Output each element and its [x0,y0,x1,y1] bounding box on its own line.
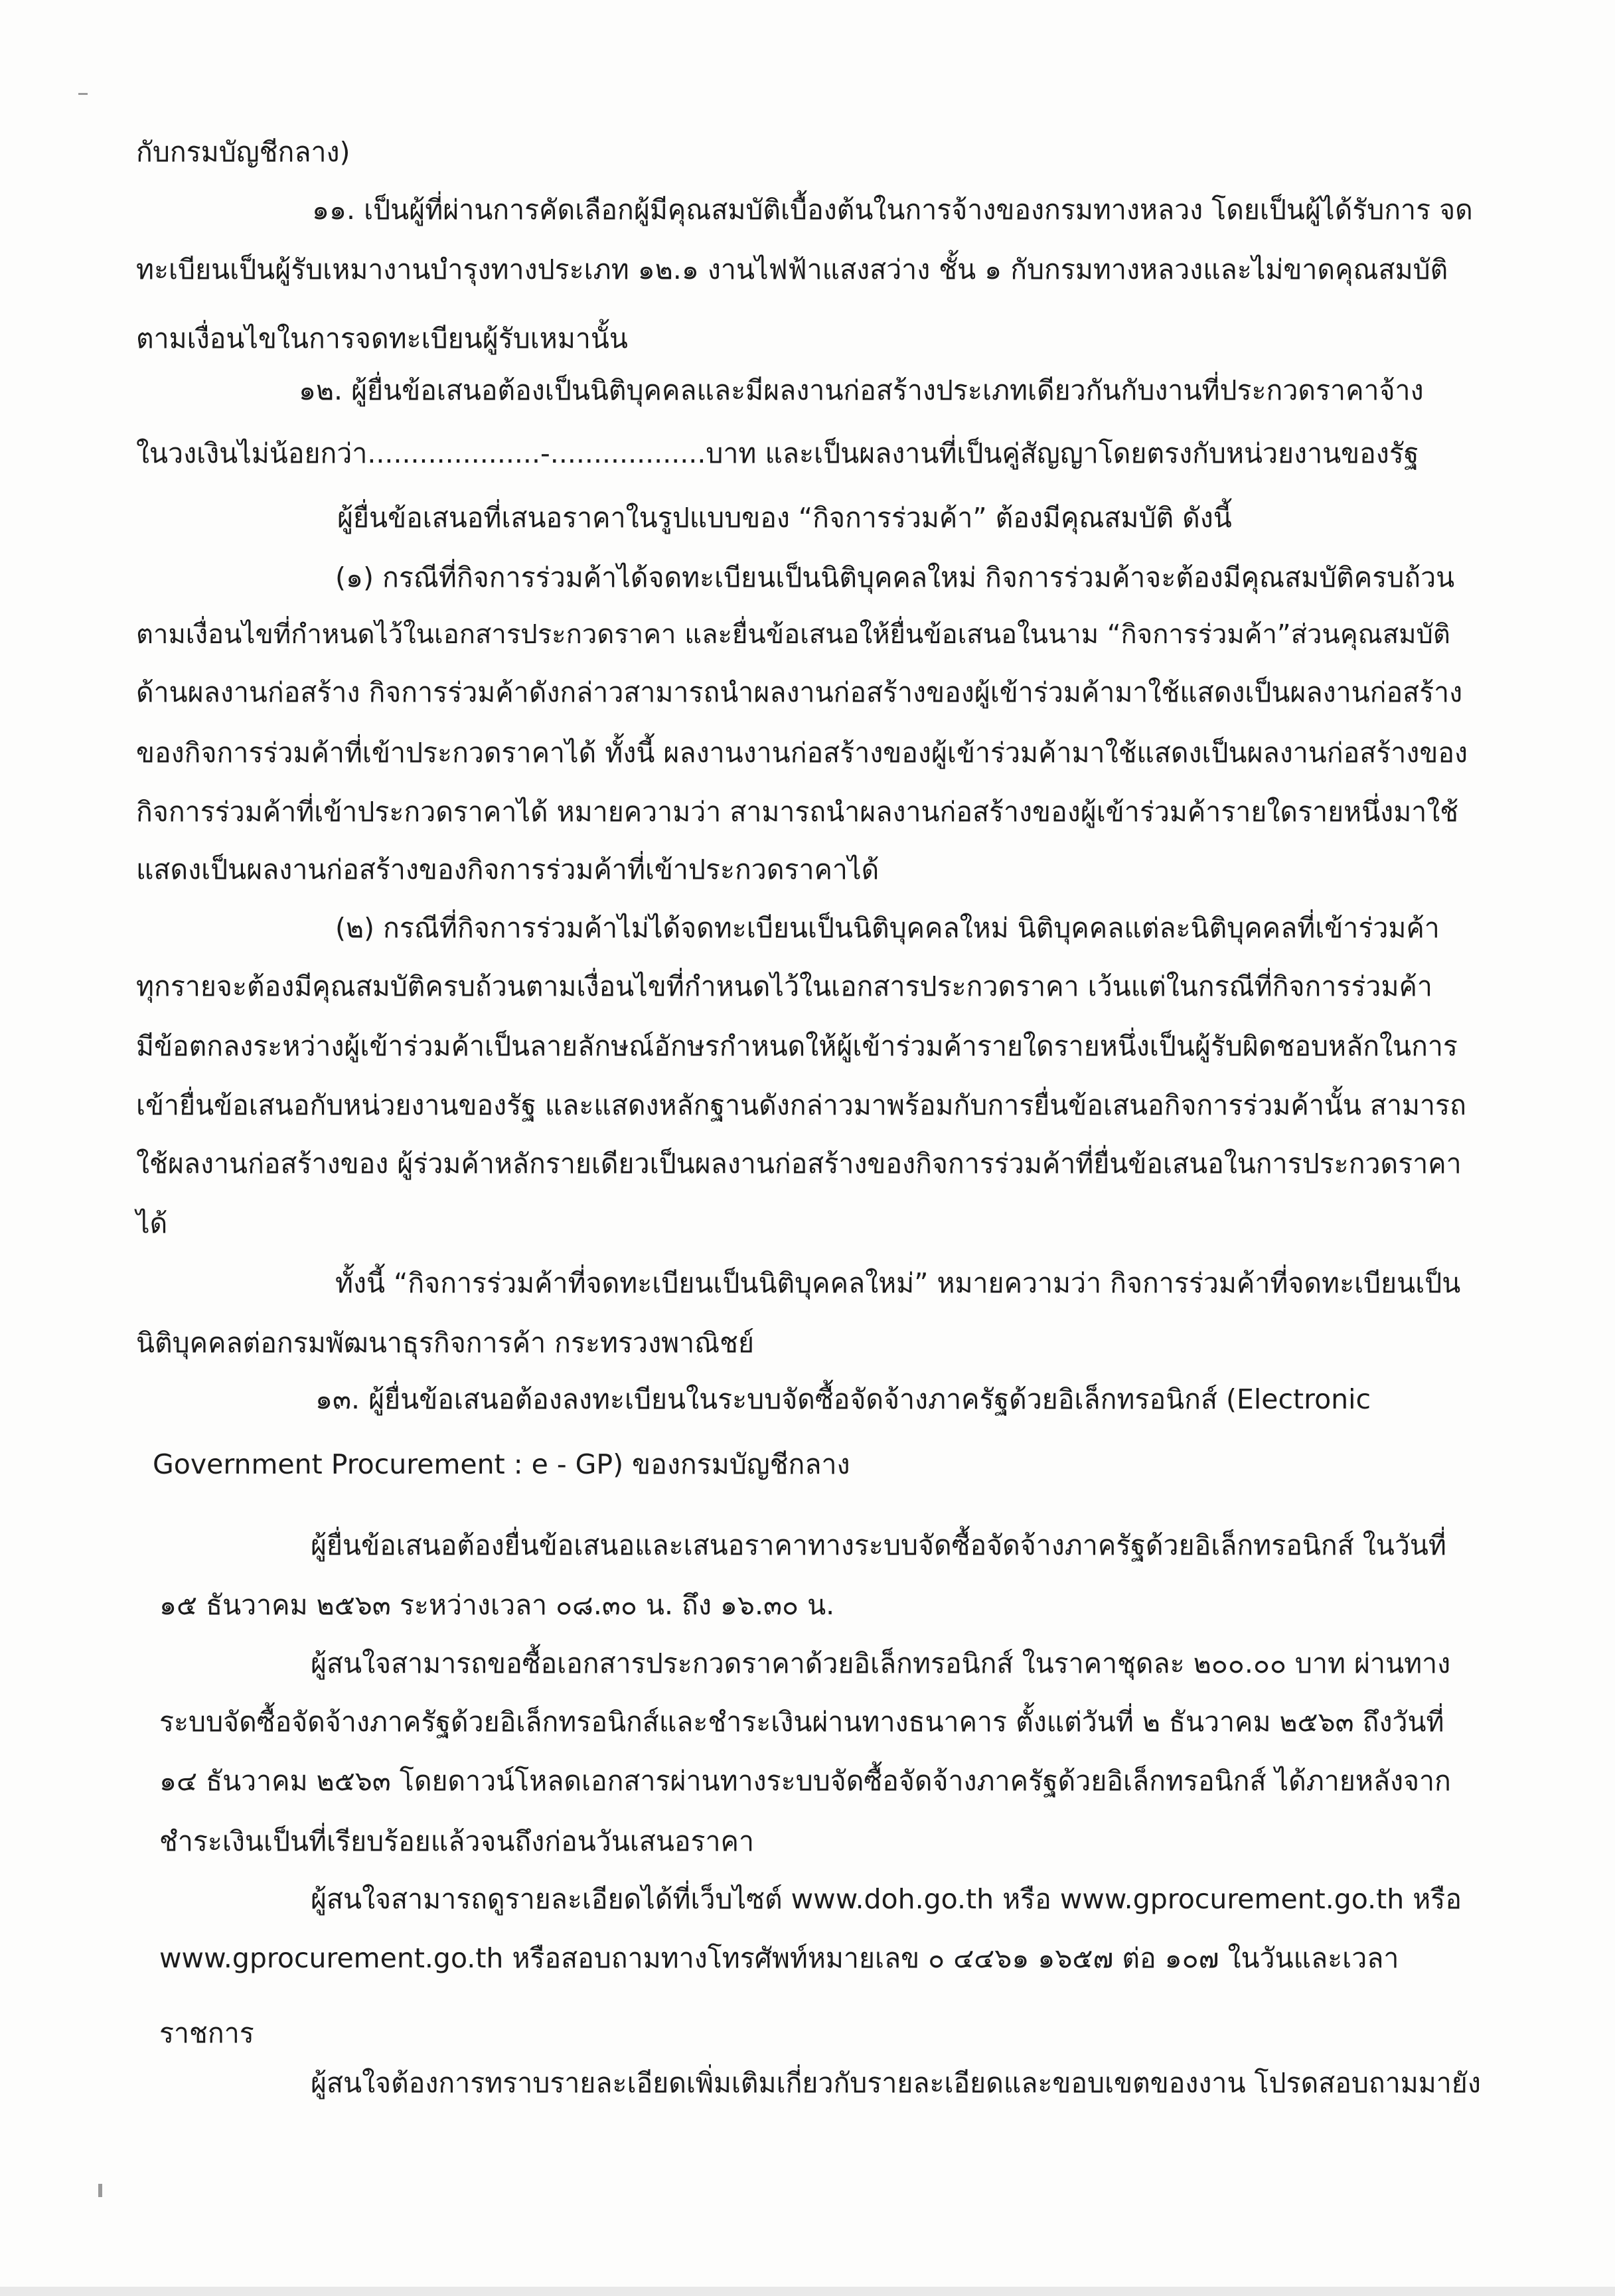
text-line-6: ในวงเงินไม่น้อยกว่า....................-..................บาท และเป็นผลงานที่เป็นคู่สัญญาโดยตรงกับหน่วยงานของรัฐ [136,437,1419,469]
text-line-15: ทุกรายจะต้องมีคุณสมบัติครบถ้วนตามเงื่อนไขที่กำหนดไว้ในเอกสารประกวดราคา เว้นแต่ในกรณีที่กิจการร่วมค้า [136,970,1432,1002]
text-line-30: ผู้สนใจสามารถดูรายละเอียดได้ที่เว็บไซต์ www.doh.go.th หรือ www.gprocurement.go.th หรือ [311,1883,1462,1915]
text-line-4: ตามเงื่อนไขในการจดทะเบียนผู้รับเหมานั้น [136,323,628,354]
text-line-16: มีข้อตกลงระหว่างผู้เข้าร่วมค้าเป็นลายลักษณ์อักษรกำหนดให้ผู้เข้าร่วมค้ารายใดรายหนึ่งเป็นผู้รับผิดชอบหลักในการ [136,1030,1458,1062]
text-line-13: แสดงเป็นผลงานก่อสร้างของกิจการร่วมค้าที่เข้าประกวดราคาได้ [136,854,880,885]
text-line-28: ๑๔ ธันวาคม ๒๕๖๓ โดยดาวน์โหลดเอกสารผ่านทางระบบจัดซื้อจัดจ้างภาครัฐด้วยอิเล็กทรอนิกส์ ได้ภายหลังจาก [159,1765,1451,1797]
text-line-5: ๑๒. ผู้ยื่นข้อเสนอต้องเป็นนิติบุคคลและมีผลงานก่อสร้างประเภทเดียวกันกับงานที่ประกวดราคาจ้าง [299,374,1424,406]
text-line-31: www.gprocurement.go.th หรือสอบถามทางโทรศัพท์หมายเลข ๐ ๔๔๖๑ ๑๖๕๗ ต่อ ๑๐๗ ในวันและเวลา [159,1942,1399,1974]
text-line-17: เข้ายื่นข้อเสนอกับหน่วยงานของรัฐ และแสดงหลักฐานดังกล่าวมาพร้อมกับการยื่นข้อเสนอกิจการร่วมค้านั้น สามารถ [136,1089,1466,1121]
text-line-7: ผู้ยื่นข้อเสนอที่เสนอราคาในรูปแบบของ “กิจการร่วมค้า” ต้องมีคุณสมบัติ ดังนี้ [337,502,1232,534]
text-line-20: ทั้งนี้ “กิจการร่วมค้าที่จดทะเบียนเป็นนิติบุคคลใหม่” หมายความว่า กิจการร่วมค้าที่จดทะเบียนเป็น [335,1267,1461,1299]
text-line-10: ด้านผลงานก่อสร้าง กิจการร่วมค้าดังกล่าวสามารถนำผลงานก่อสร้างของผู้เข้าร่วมค้ามาใช้แสดงเป็นผลงานก่อสร้าง [136,676,1463,708]
text-line-21: นิติบุคคลต่อกรมพัฒนาธุรกิจการค้า กระทรวงพาณิชย์ [136,1327,755,1359]
text-line-9: ตามเงื่อนไขที่กำหนดไว้ในเอกสารประกวดราคา และยื่นข้อเสนอให้ยื่นข้อเสนอในนาม “กิจการร่วมค้า”ส่วนคุณสมบัติ [136,619,1450,650]
text-line-22: ๑๓. ผู้ยื่นข้อเสนอต้องลงทะเบียนในระบบจัดซื้อจัดจ้างภาครัฐด้วยอิเล็กทรอนิกส์ (Electronic [315,1383,1371,1415]
text-line-33: ผู้สนใจต้องการทราบรายละเอียดเพิ่มเติมเกี่ยวกับรายละเอียดและขอบเขตของงาน โปรดสอบถามมายัง [311,2067,1481,2099]
text-line-11: ของกิจการร่วมค้าที่เข้าประกวดราคาได้ ทั้งนี้ ผลงานงานก่อสร้างของผู้เข้าร่วมค้ามาใช้แสดงเป็นผลงานก่อสร้างของ [136,737,1468,769]
text-line-3: ทะเบียนเป็นผู้รับเหมางานบำรุงทางประเภท ๑๒.๑ งานไฟฟ้าแสงสว่าง ชั้น ๑ กับกรมทางหลวงและไม่ขาดคุณสมบัติ [136,254,1448,285]
text-line-19: ได้ [136,1207,168,1239]
text-line-18: ใช้ผลงานก่อสร้างของ ผู้ร่วมค้าหลักรายเดียวเป็นผลงานก่อสร้างของกิจการร่วมค้าที่ยื่นข้อเสนอในการประกวดราคา [136,1148,1462,1180]
text-line-24: ผู้ยื่นข้อเสนอต้องยื่นข้อเสนอและเสนอราคาทางระบบจัดซื้อจัดจ้างภาครัฐด้วยอิเล็กทรอนิกส์ ในวันที่ [311,1529,1446,1561]
text-line-27: ระบบจัดซื้อจัดจ้างภาครัฐด้วยอิเล็กทรอนิกส์และชำระเงินผ่านทางธนาคาร ตั้งแต่วันที่ ๒ ธันวาคม ๒๕๖๓ ถึงวันที่ [159,1706,1444,1738]
scan-mark [98,2184,102,2197]
text-line-25: ๑๕ ธันวาคม ๒๕๖๓ ระหว่างเวลา ๐๘.๓๐ น. ถึง ๑๖.๓๐ น. [159,1589,835,1621]
text-line-32: ราชการ [159,2017,254,2049]
text-line-2: ๑๑. เป็นผู้ที่ผ่านการคัดเลือกผู้มีคุณสมบัติเบื้องต้นในการจ้างของกรมทางหลวง โดยเป็นผู้ได้รับการ จด [312,194,1473,226]
text-line-14: (๒) กรณีที่กิจการร่วมค้าไม่ได้จดทะเบียนเป็นนิติบุคคลใหม่ นิติบุคคลแต่ละนิติบุคคลที่เข้าร่วมค้า [335,912,1440,944]
text-line-12: กิจการร่วมค้าที่เข้าประกวดราคาได้ หมายความว่า สามารถนำผลงานก่อสร้างของผู้เข้าร่วมค้ารายใดรายหนึ่งมาใช้ [136,796,1459,828]
text-line-26: ผู้สนใจสามารถขอซื้อเอกสารประกวดราคาด้วยอิเล็กทรอนิกส์ ในราคาชุดละ ๒๐๐.๐๐ บาท ผ่านทาง [311,1647,1451,1679]
scan-mark [78,93,88,95]
text-line-1: กับกรมบัญชีกลาง) [136,136,350,168]
text-line-23: Government Procurement : e - GP) ของกรมบัญชีกลาง [153,1448,850,1480]
scan-bottom-edge [0,2287,1615,2296]
text-line-8: (๑) กรณีที่กิจการร่วมค้าได้จดทะเบียนเป็นนิติบุคคลใหม่ กิจการร่วมค้าจะต้องมีคุณสมบัติครบถ้วน [335,562,1455,593]
text-line-29: ชำระเงินเป็นที่เรียบร้อยแล้วจนถึงก่อนวันเสนอราคา [159,1825,754,1857]
